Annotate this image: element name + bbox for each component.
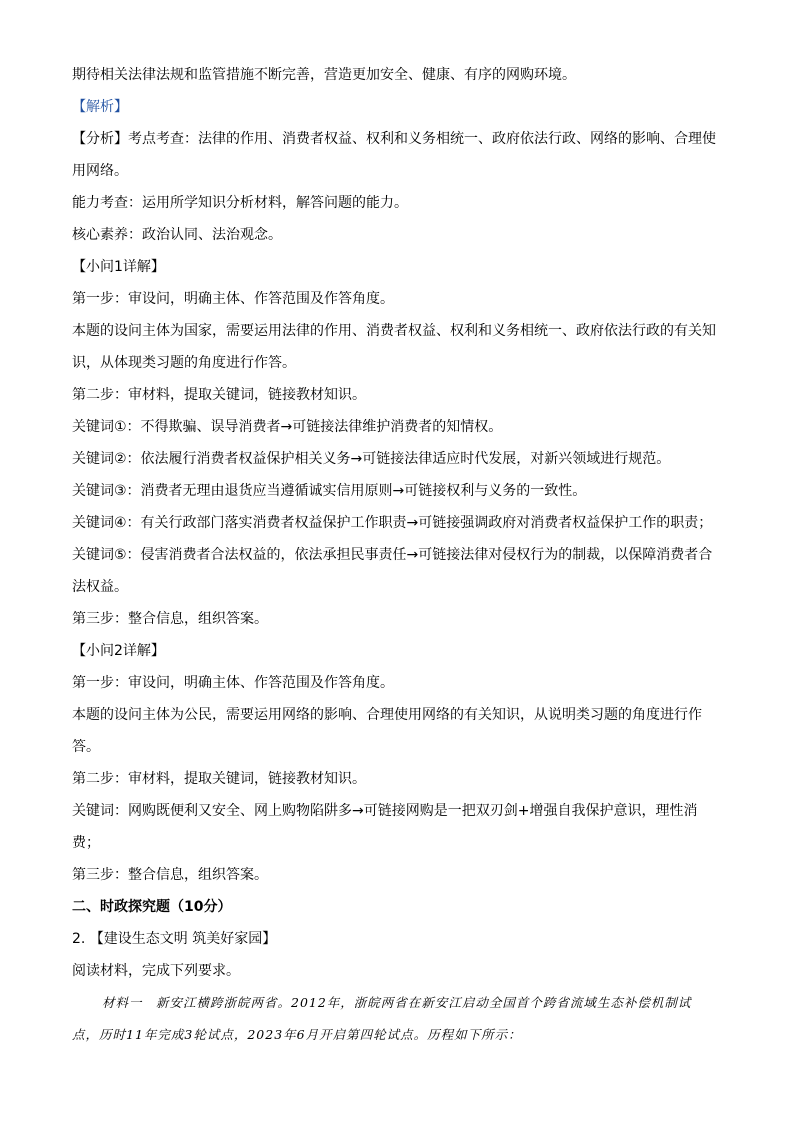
paragraph-line: 识，从体现类习题的角度进行作答。 xyxy=(72,355,296,371)
paragraph-line: 本题的设问主体为公民，需要运用网络的影响、合理使用网络的有关知识，从说明类习题的角度进行作 xyxy=(72,707,702,723)
subquestion-2-heading: 【小问2详解】 xyxy=(72,643,165,659)
paragraph-line: 法权益。 xyxy=(72,579,128,595)
paragraph-line: 费； xyxy=(72,835,100,851)
keyword-line: 关键词①：不得欺骗、误导消费者→可链接法律维护消费者的知情权。 xyxy=(72,419,503,435)
paragraph-line: 答。 xyxy=(72,739,100,755)
paragraph-line: 第一步：审设问，明确主体、作答范围及作答角度。 xyxy=(72,291,394,307)
section-title: 二、时政探究题（10分） xyxy=(72,899,232,915)
paragraph-line: 阅读材料，完成下列要求。 xyxy=(72,963,240,979)
paragraph-line: 第二步：审材料，提取关键词，链接教材知识。 xyxy=(72,387,366,403)
keyword-line: 关键词⑤：侵害消费者合法权益的，依法承担民事责任→可链接法律对侵权行为的制裁，以保障消费者合 xyxy=(72,547,713,563)
keyword-line: 关键词③：消费者无理由退货应当遵循诚实信用原则→可链接权利与义务的一致性。 xyxy=(72,483,587,499)
paragraph-line: 第二步：审材料，提取关键词，链接教材知识。 xyxy=(72,771,366,787)
paragraph-line: 核心素养：政治认同、法治观念。 xyxy=(72,227,282,243)
paragraph-line: 能力考查：运用所学知识分析材料，解答问题的能力。 xyxy=(72,195,408,211)
keyword-line: 关键词②：依法履行消费者权益保护相关义务→可链接法律适应时代发展，对新兴领域进行规范。 xyxy=(72,451,671,467)
material-line: 材料一 新安江横跨浙皖两省。2012年，浙皖两省在新安江启动全国首个跨省流域生态补偿机制试 xyxy=(102,995,692,1010)
paragraph-line: 期待相关法律法规和监管措施不断完善，营造更加安全、健康、有序的网购环境。 xyxy=(72,67,576,83)
paragraph-line: 本题的设问主体为国家，需要运用法律的作用、消费者权益、权利和义务相统一、政府依法行政的有关知 xyxy=(72,323,716,339)
paragraph-line: 第三步：整合信息，组织答案。 xyxy=(72,611,268,627)
subquestion-1-heading: 【小问1详解】 xyxy=(72,259,165,275)
analysis-heading: 【解析】 xyxy=(72,99,128,115)
keyword-line: 关键词：网购既便利又安全、网上购物陷阱多→可链接网购是一把双刃剑+增强自我保护意识，理性消 xyxy=(72,803,698,819)
question-title: 2. 【建设生态文明 筑美好家园】 xyxy=(72,931,277,947)
paragraph-line: 第一步：审设问，明确主体、作答范围及作答角度。 xyxy=(72,675,394,691)
paragraph-line: 【分析】考点考查：法律的作用、消费者权益、权利和义务相统一、政府依法行政、网络的影响、合理使 xyxy=(72,131,716,147)
keyword-line: 关键词④：有关行政部门落实消费者权益保护工作职责→可链接强调政府对消费者权益保护工作的职责； xyxy=(72,515,713,531)
paragraph-line: 用网络。 xyxy=(72,163,128,179)
material-line: 点，历时11年完成3轮试点，2023年6月开启第四轮试点。历程如下所示： xyxy=(72,1027,522,1042)
paragraph-line: 第三步：整合信息，组织答案。 xyxy=(72,867,268,883)
